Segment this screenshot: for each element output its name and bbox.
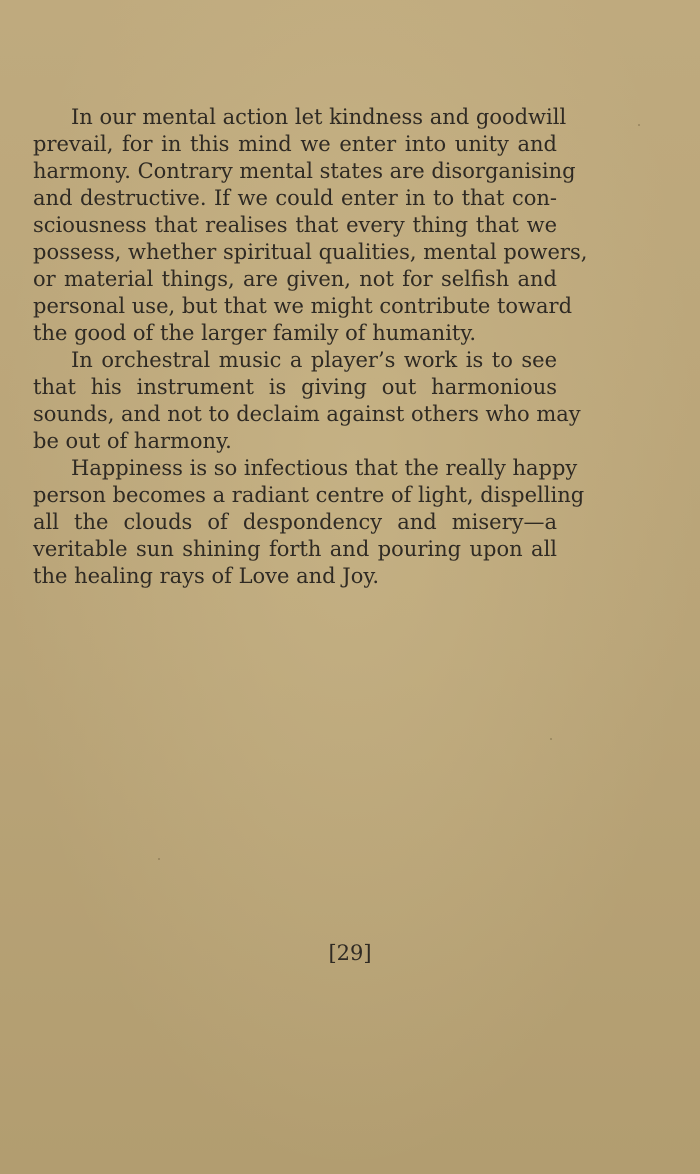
text-line: sounds, and not to declaim against others who may <box>33 402 581 426</box>
text-line: that his instrument is giving out harmonious <box>33 375 557 399</box>
text-line: and destructive. If we could enter in to that con- <box>33 186 557 210</box>
text-line: In orchestral music a player’s work is to see <box>71 348 557 372</box>
text-line: veritable sun shining forth and pouring upon all <box>33 537 557 561</box>
body-text <box>33 104 588 590</box>
paper-speck <box>158 858 160 860</box>
paragraph-orchestral <box>33 347 581 455</box>
paper-speck <box>550 738 552 740</box>
text-line: be out of harmony. <box>33 429 232 453</box>
text-line: harmony. Contrary mental states are disorganising <box>33 159 576 183</box>
text-line: all the clouds of despondency and misery—a <box>33 510 557 534</box>
page-number: [29] <box>328 941 372 965</box>
text-line: prevail, for in this mind we enter into unity and <box>33 132 557 156</box>
text-line: Happiness is so infectious that the really happy <box>71 456 578 480</box>
text-line: sciousness that realises that every thing that we <box>33 213 557 237</box>
text-line: or material things, are given, not for selfish and <box>33 267 557 291</box>
paragraph-kindness <box>33 104 588 347</box>
text-line: the healing rays of Love and Joy. <box>33 564 380 588</box>
text-line: possess, whether spiritual qualities, mental powers, <box>33 240 588 264</box>
paragraph-happiness <box>33 455 585 590</box>
text-line: personal use, but that we might contribute toward <box>33 294 573 318</box>
text-line: In our mental action let kindness and goodwill <box>71 105 567 129</box>
text-line: person becomes a radiant centre of light, dispelling <box>33 483 585 507</box>
paper-speck <box>638 124 640 126</box>
text-line: the good of the larger family of humanity. <box>33 321 477 345</box>
